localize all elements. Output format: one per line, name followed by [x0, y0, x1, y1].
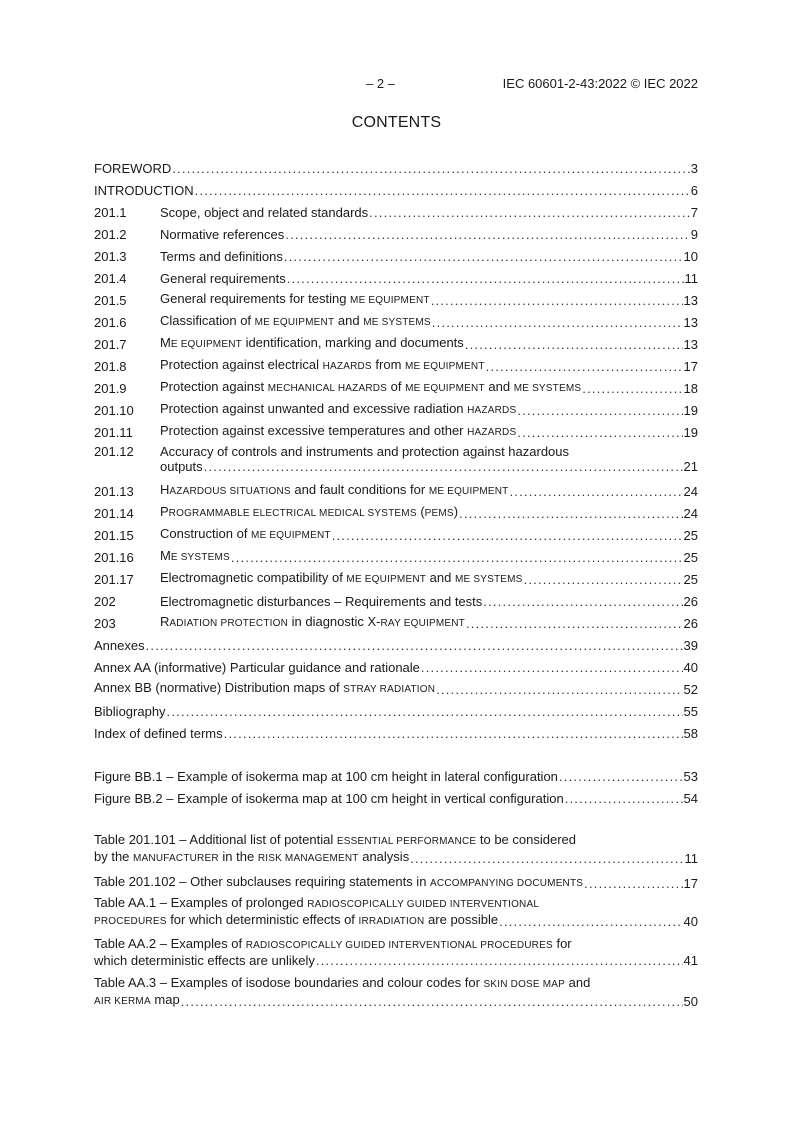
section-number: 201.13 — [94, 484, 134, 499]
dot-leader — [195, 183, 690, 198]
dot-leader — [167, 704, 683, 719]
section-number: 201.1 — [94, 205, 127, 220]
defined-term: ME EQUIPMENT — [350, 295, 430, 306]
entry-text-segment: Figure BB.2 – Example of isokerma map at 100 cm height in vertical configuration — [94, 791, 564, 806]
dot-leader — [332, 528, 683, 543]
entry-text-segment: R — [160, 614, 170, 629]
page-reference[interactable]: 41 — [683, 953, 698, 968]
entry-text-segment: to be considered — [476, 832, 576, 847]
section-number: 201.2 — [94, 227, 127, 242]
section-number: 201.7 — [94, 337, 127, 352]
entry-text-segment: in diagnostic X- — [288, 614, 381, 629]
defined-term: ME SYSTEMS — [513, 383, 582, 394]
defined-term: RAY EQUIPMENT — [380, 618, 465, 629]
page-reference[interactable]: 19 — [683, 403, 698, 418]
dot-leader — [565, 791, 683, 806]
toc-entry[interactable] — [94, 828, 698, 869]
entry-text-segment: Table AA.3 – Examples of isodose boundaries and colour codes for — [94, 975, 484, 990]
toc-entry[interactable] — [94, 891, 698, 932]
toc-entry[interactable] — [94, 264, 698, 286]
entry-text-segment: Table 201.102 – Other subclauses requiring statements in — [94, 874, 431, 889]
entry-title-line2 — [94, 849, 409, 866]
dot-leader — [285, 227, 689, 242]
toc-list — [94, 154, 698, 741]
entry-text-segment: Protection against unwanted and excessive radiation — [160, 401, 468, 416]
toc-entry[interactable] — [94, 330, 698, 352]
entry-title — [160, 504, 458, 521]
toc-entry[interactable] — [94, 308, 698, 330]
defined-term: SKIN DOSE MAP — [483, 979, 566, 990]
page-reference[interactable]: 25 — [683, 572, 698, 587]
defined-term: ADIATION PROTECTION — [169, 618, 289, 629]
entry-text-segment: Protection against electrical — [160, 357, 323, 372]
entry-text-segment: Bibliography — [94, 704, 166, 719]
toc-entry-first-line — [94, 832, 698, 849]
entry-text-segment: Classification of — [160, 313, 255, 328]
dot-leader — [146, 638, 683, 653]
entry-text-segment: outputs — [160, 459, 203, 474]
toc-entry[interactable] — [94, 396, 698, 418]
entry-title — [160, 482, 508, 499]
entry-title — [160, 357, 485, 374]
dot-leader — [421, 660, 683, 675]
toc-entry-second-line — [94, 953, 698, 968]
entry-title — [94, 183, 194, 198]
toc-entry[interactable] — [94, 286, 698, 308]
toc-entry[interactable] — [94, 869, 698, 891]
entry-text-segment: by the — [94, 849, 134, 864]
entry-title-line2 — [94, 912, 498, 929]
toc-entry[interactable] — [94, 220, 698, 242]
dot-leader — [224, 726, 683, 741]
defined-term: ME SYSTEMS — [363, 317, 431, 328]
entry-title — [160, 205, 368, 220]
entry-title — [160, 526, 331, 543]
section-number: 201.14 — [94, 506, 134, 521]
page-reference[interactable]: 17 — [683, 359, 698, 374]
toc-entry[interactable] — [94, 418, 698, 440]
entry-text-segment: Construction of — [160, 526, 252, 541]
toc-entry[interactable] — [94, 440, 698, 477]
dot-leader — [432, 315, 683, 330]
entry-title-line1 — [94, 975, 590, 992]
toc-entry-second-line — [94, 912, 698, 929]
page-reference[interactable]: 19 — [683, 425, 698, 440]
entry-text-segment: Annex AA (informative) Particular guidance and rationale — [94, 660, 420, 675]
entry-title — [160, 227, 284, 242]
section-number: 201.10 — [94, 403, 134, 418]
page-number: – 2 – — [366, 76, 395, 91]
dot-leader — [499, 914, 682, 929]
page-reference[interactable]: 52 — [683, 682, 698, 697]
dot-leader — [509, 484, 682, 499]
page-reference[interactable]: 21 — [683, 459, 698, 474]
entry-text-segment: ( — [416, 504, 425, 519]
entry-text-segment: Annexes — [94, 638, 145, 653]
entry-text-segment: M — [160, 548, 171, 563]
toc-entry[interactable] — [94, 719, 698, 741]
dot-leader — [287, 271, 684, 286]
defined-term: HAZARDS — [467, 427, 517, 438]
entry-text-segment: M — [160, 335, 171, 350]
entry-title — [160, 614, 465, 631]
toc-entry[interactable] — [94, 242, 698, 264]
toc-entry[interactable] — [94, 499, 698, 521]
toc-entry-first-line — [94, 936, 698, 953]
dot-leader — [559, 769, 683, 784]
toc-entry[interactable] — [94, 631, 698, 653]
entry-title-line1: Accuracy of controls and instruments and protection against hazardous — [160, 444, 570, 459]
entry-title — [94, 874, 583, 891]
entry-text-segment: for — [552, 936, 572, 951]
section-number: 201.8 — [94, 359, 127, 374]
entry-title — [160, 335, 464, 352]
entry-title — [160, 249, 283, 264]
entry-title — [160, 594, 482, 609]
defined-term: ESSENTIAL PERFORMANCE — [336, 836, 477, 847]
page-reference[interactable]: 53 — [683, 769, 698, 784]
page-reference[interactable]: 39 — [683, 638, 698, 653]
entry-text-segment: for which deterministic effects of — [166, 912, 359, 927]
page-reference[interactable]: 26 — [683, 594, 698, 609]
defined-term: AIR KERMA — [94, 996, 151, 1007]
entry-text-segment: Terms and definitions — [160, 249, 283, 264]
entry-text-segment: Index of defined terms — [94, 726, 223, 741]
list-of-tables — [94, 828, 698, 1012]
entry-title — [94, 769, 558, 784]
page-reference[interactable]: 7 — [690, 205, 698, 220]
entry-text-segment: analysis — [358, 849, 410, 864]
dot-leader — [204, 459, 683, 474]
page-reference[interactable]: 17 — [683, 876, 698, 891]
toc-entry[interactable] — [94, 762, 698, 784]
entry-title — [94, 638, 145, 653]
section-number: 201.4 — [94, 271, 127, 286]
page-reference[interactable]: 24 — [683, 506, 698, 521]
page-reference[interactable]: 13 — [683, 293, 698, 308]
page-reference[interactable]: 26 — [683, 616, 698, 631]
section-number: 201.16 — [94, 550, 134, 565]
defined-term: MECHANICAL HAZARDS — [267, 383, 388, 394]
entry-text-segment: Electromagnetic disturbances – Requirements and tests — [160, 594, 483, 609]
defined-term: ACCOMPANYING DOCUMENTS — [430, 878, 584, 889]
page-reference[interactable]: 9 — [690, 227, 698, 242]
toc-entry[interactable] — [94, 543, 698, 565]
defined-term: ME EQUIPMENT — [346, 574, 427, 585]
dot-leader — [517, 425, 682, 440]
page-reference[interactable]: 6 — [690, 183, 698, 198]
entry-title — [160, 271, 286, 286]
list-of-figures — [94, 762, 698, 806]
dot-leader — [181, 994, 683, 1009]
entry-text-segment: General requirements — [160, 271, 286, 286]
entry-text-segment: Protection against — [160, 379, 268, 394]
entry-title — [94, 660, 420, 675]
dot-leader — [584, 876, 682, 891]
page-reference[interactable]: 25 — [683, 528, 698, 543]
defined-term: HAZARDS — [467, 405, 517, 416]
entry-text-segment: P — [160, 504, 169, 519]
dot-leader — [459, 506, 682, 521]
section-number: 201.3 — [94, 249, 127, 264]
page-reference[interactable]: 50 — [683, 994, 698, 1009]
section-number: 201.6 — [94, 315, 127, 330]
entry-title — [160, 313, 431, 330]
entry-text-segment: from — [371, 357, 406, 372]
defined-term: ME EQUIPMENT — [405, 361, 485, 372]
dot-leader — [517, 403, 682, 418]
entry-title — [160, 548, 230, 565]
toc-entry-first-line — [94, 895, 698, 912]
entry-title-line1 — [94, 832, 576, 849]
defined-term: PEMS — [424, 508, 454, 519]
entry-text-segment: and — [565, 975, 591, 990]
defined-term: RISK MANAGEMENT — [257, 853, 359, 864]
page-reference[interactable]: 11 — [684, 851, 698, 866]
entry-title — [160, 570, 523, 587]
toc-entry-first-line — [94, 444, 698, 459]
section-number: 202 — [94, 594, 116, 609]
defined-term: ME SYSTEMS — [454, 574, 523, 585]
entry-title-line2 — [94, 992, 180, 1009]
entry-title-line2 — [94, 953, 315, 968]
dot-leader — [436, 682, 682, 697]
defined-term: RADIOSCOPICALLY GUIDED INTERVENTIONAL — [307, 899, 540, 910]
section-number: 203 — [94, 616, 116, 631]
entry-text-segment: H — [160, 482, 170, 497]
entry-title — [160, 423, 516, 440]
entry-text-segment: are possible — [424, 912, 499, 927]
document-id: IEC 60601-2-43:2022 © IEC 2022 — [502, 76, 698, 91]
toc-entry[interactable] — [94, 154, 698, 176]
entry-text-segment: FOREWORD — [94, 161, 172, 176]
toc-entry[interactable] — [94, 697, 698, 719]
page-reference[interactable]: 13 — [683, 337, 698, 352]
entry-text-segment: ) — [453, 504, 459, 519]
dot-leader — [524, 572, 683, 587]
toc-entry[interactable] — [94, 521, 698, 543]
entry-title-line1 — [94, 895, 539, 912]
entry-title — [160, 379, 581, 396]
defined-term: RADIOSCOPICALLY GUIDED INTERVENTIONAL PROCEDURES — [245, 940, 553, 951]
entry-text-segment: Table 201.101 – Additional list of potential — [94, 832, 337, 847]
defined-term: ME EQUIPMENT — [251, 530, 331, 541]
page-reference[interactable]: 25 — [683, 550, 698, 565]
entry-title — [94, 791, 564, 806]
entry-title — [94, 161, 171, 176]
toc-entry[interactable] — [94, 971, 698, 1012]
entry-text-segment: Electromagnetic compatibility of — [160, 570, 347, 585]
toc-entry-first-line — [94, 975, 698, 992]
defined-term: PROCEDURES — [94, 916, 167, 927]
defined-term: ME EQUIPMENT — [254, 317, 335, 328]
page-reference[interactable]: 3 — [690, 161, 698, 176]
entry-text-segment: of — [387, 379, 406, 394]
entry-text-segment: Table AA.1 – Examples of prolonged — [94, 895, 308, 910]
entry-text-segment: and fault conditions for — [290, 482, 429, 497]
toc-entry[interactable] — [94, 653, 698, 675]
entry-text-segment: and — [484, 379, 514, 394]
defined-term: AZARDOUS SITUATIONS — [169, 486, 291, 497]
toc-entry-second-line — [94, 992, 698, 1009]
dot-leader — [231, 550, 683, 565]
page-reference[interactable]: 58 — [683, 726, 698, 741]
entry-title-line1 — [94, 936, 572, 953]
section-number: 201.15 — [94, 528, 134, 543]
entry-text-segment: and — [426, 570, 455, 585]
entry-text-segment: Annex BB (normative) Distribution maps of — [94, 680, 344, 695]
defined-term: E SYSTEMS — [170, 552, 230, 563]
entry-text-segment: map — [150, 992, 180, 1007]
page-reference[interactable]: 18 — [683, 381, 698, 396]
defined-term: HAZARDS — [322, 361, 372, 372]
entry-text-segment: Normative references — [160, 227, 285, 242]
dot-leader — [284, 249, 683, 264]
toc-entry[interactable] — [94, 176, 698, 198]
toc-entry[interactable] — [94, 565, 698, 587]
defined-term: MANUFACTURER — [133, 853, 219, 864]
dot-leader — [486, 359, 683, 374]
page-reference[interactable]: 13 — [683, 315, 698, 330]
section-number: 201.11 — [94, 425, 133, 440]
dot-leader — [369, 205, 690, 220]
section-number: 201.5 — [94, 293, 127, 308]
toc-entry[interactable] — [94, 587, 698, 609]
dot-leader — [465, 337, 683, 352]
section-number: 201.12 — [94, 444, 134, 459]
toc-entry[interactable] — [94, 675, 698, 697]
toc-entry[interactable] — [94, 477, 698, 499]
entry-text-segment: Table AA.2 – Examples of — [94, 936, 246, 951]
entry-title — [94, 680, 435, 697]
entry-title — [160, 401, 516, 418]
entry-text-segment: Protection against excessive temperatures and other — [160, 423, 468, 438]
toc-entry[interactable] — [94, 609, 698, 631]
dot-leader — [466, 616, 683, 631]
toc-entry[interactable] — [94, 932, 698, 971]
page-title: CONTENTS — [351, 114, 442, 131]
entry-title — [94, 726, 223, 741]
entry-title — [94, 704, 166, 719]
entry-text-segment: Scope, object and related standards — [160, 205, 369, 220]
toc-entry[interactable] — [94, 352, 698, 374]
page-header — [0, 76, 793, 92]
toc-entry-second-line — [94, 459, 698, 474]
entry-title-line2 — [160, 459, 203, 474]
defined-term: E EQUIPMENT — [170, 339, 242, 350]
section-number: 201.9 — [94, 381, 127, 396]
page-reference[interactable]: 55 — [683, 704, 698, 719]
entry-text-segment: in the — [218, 849, 258, 864]
dot-leader — [483, 594, 682, 609]
page-reference[interactable]: 40 — [683, 914, 698, 929]
page-reference[interactable]: 11 — [684, 271, 698, 286]
section-number: 201.17 — [94, 572, 134, 587]
dot-leader — [582, 381, 682, 396]
defined-term: ME EQUIPMENT — [428, 486, 509, 497]
page-reference[interactable]: 24 — [683, 484, 698, 499]
dot-leader — [410, 851, 683, 866]
entry-text-segment: General requirements for testing — [160, 291, 351, 306]
entry-text-segment: INTRODUCTION — [94, 183, 194, 198]
entry-text-segment: identification, marking and documents — [241, 335, 464, 350]
defined-term: ME EQUIPMENT — [405, 383, 485, 394]
dot-leader — [172, 161, 689, 176]
toc-entry-second-line — [94, 849, 698, 866]
toc-entry[interactable] — [94, 784, 698, 806]
entry-title — [160, 291, 430, 308]
defined-term: IRRADIATION — [358, 916, 425, 927]
toc-entry[interactable] — [94, 374, 698, 396]
dot-leader — [316, 953, 683, 968]
entry-text-segment: and — [334, 313, 364, 328]
defined-term: STRAY RADIATION — [343, 684, 436, 695]
toc-entry[interactable] — [94, 198, 698, 220]
page-reference[interactable]: 54 — [683, 791, 698, 806]
dot-leader — [431, 293, 683, 308]
page-reference[interactable]: 40 — [683, 660, 698, 675]
defined-term: ROGRAMMABLE ELECTRICAL MEDICAL SYSTEMS — [168, 508, 417, 519]
entry-text-segment: which deterministic effects are unlikely — [94, 953, 315, 968]
page-reference[interactable]: 10 — [683, 249, 698, 264]
entry-text-segment: Figure BB.1 – Example of isokerma map at 100 cm height in lateral configuration — [94, 769, 558, 784]
